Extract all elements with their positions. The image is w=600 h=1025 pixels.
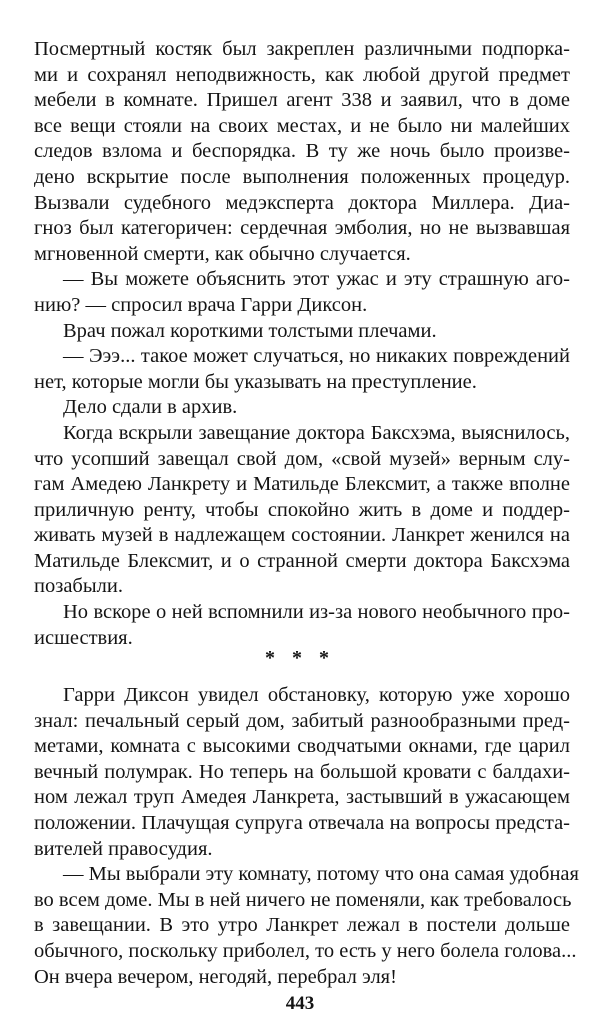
text-line: вителей правосудия. (34, 837, 213, 860)
text-line: мгновенной смерти, как обычно случается. (34, 242, 411, 265)
page-number: 443 (285, 993, 315, 1014)
section-separator: * * * (265, 647, 335, 669)
text-line: нию? — спросил врача Гарри Диксон. (34, 293, 368, 316)
text-line: — Эээ... такое может случаться, но никаких повреждений (63, 345, 570, 368)
text-line: метами, комната с высокими сводчатыми окнами, где царил (34, 735, 570, 758)
text-line: исшествия. (34, 626, 133, 649)
text-line: ном лежал труп Амедея Ланкрета, застывший в ужасающем (34, 786, 570, 809)
text-line: следов взлома и беспорядка. В ту же ночь было произве- (34, 140, 570, 163)
text-line: Гарри Диксон увидел обстановку, которую уже хорошо (63, 684, 570, 706)
text-line: позабыли. (34, 575, 123, 598)
body-text-section-2 (34, 683, 579, 990)
text-line: вечный полумрак. Но теперь на большой кровати с балдахи- (34, 760, 570, 783)
text-line: все вещи стояли на своих местах, и не было ни малейших (34, 114, 570, 137)
text-line: — Мы выбрали эту комнату, потому что она самая удобная (63, 863, 579, 886)
text-line: нет, которые могли бы указывать на преступление. (34, 370, 477, 393)
text-line: знал: печальный серый дом, забитый разнообразными пред- (34, 709, 570, 732)
text-line: — Вы можете объяснить этот ужас и эту страшную аго- (63, 268, 570, 291)
text-line: ми и сохранял неподвижность, как любой другой предмет (34, 63, 570, 86)
text-line: положении. Плачущая супруга отвечала на вопросы предста- (34, 811, 570, 834)
text-line: Но вскоре о ней вспомнили из-за нового необычного про- (63, 601, 570, 624)
text-line: обычного, поскольку приболел, то есть у него болела голова... (34, 939, 577, 962)
text-line: гам Амедею Ланкрету и Матильде Блексмит, а также вполне (34, 473, 570, 496)
text-line: Дело сдали в архив. (63, 396, 238, 419)
text-line: во всем доме. Мы в ней ничего не поменяли, как требовалось (34, 888, 572, 911)
text-line: Вызвали судебного медэксперта доктора Миллера. Диа- (34, 191, 570, 214)
body-text-section-1 (34, 37, 570, 651)
text-line: гноз был категоричен: сердечная эмболия, но не вызвавшая (34, 217, 570, 240)
text-line: Посмертный костяк был закреплен различными подпорка- (34, 38, 570, 60)
text-line: Когда вскрыли завещание доктора Баксхэма, выяснилось, (63, 421, 570, 444)
text-line: приличную ренту, чтобы спокойно жить в доме и поддер- (34, 498, 570, 521)
text-line: что усопший завещал свой дом, «свой музей» верным слу- (34, 447, 570, 470)
text-line: дено вскрытие после выполнения положенных процедур. (34, 165, 570, 188)
text-line: Врач пожал короткими толстыми плечами. (63, 319, 437, 342)
text-line: Он вчера вечером, негодяй, перебрал эля! (34, 965, 397, 988)
text-line: мебели в комнате. Пришел агент 338 и заявил, что в доме (34, 89, 570, 112)
text-line: Матильде Блексмит, и о странной смерти доктора Баксхэма (34, 549, 570, 572)
text-line: живать музей в надлежащем состоянии. Ланкрет женился на (34, 524, 570, 547)
text-line: в завещании. В это утро Ланкрет лежал в постели дольше (34, 914, 570, 937)
